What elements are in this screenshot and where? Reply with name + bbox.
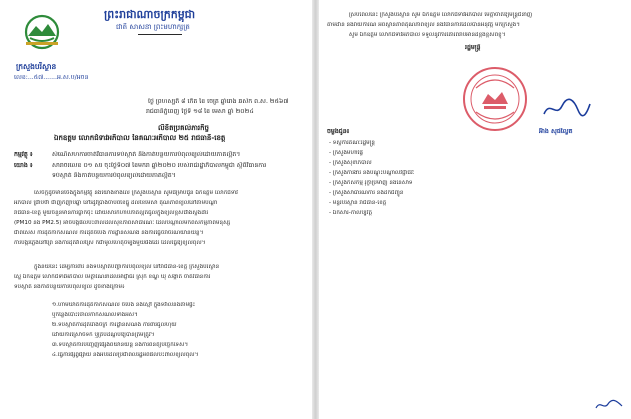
reference-text-line2: ទប់ស្កាត់ និងកាត់បន្ថយការបំពុលខ្យល់ដោយភាគល្អិត។ [52, 172, 176, 179]
intro-line: តាមដាន និងរាយការណ៍ អំពីស្ថានភាពគុណភាពខ្យល់ និងវិធានការដែលបានអនុវត្ត មកក្រសួង។ [327, 22, 520, 28]
list-item: ១.ហាមឃាត់ការដុតកាកសំណល់ ចំបើង និងស្មៅ ក្នុងទីវាលនិងតាមផ្ទះ [52, 302, 196, 308]
ministry-logo-icon [20, 14, 64, 60]
list-item: ៣.ទប់ស្កាត់ការបញ្ចេញផ្សែងពីយានយន្ត និងការពិនិត្យបច្ចេកទេស។ [52, 342, 189, 348]
body-line: សេចក្ដីដូចមានចែងក្នុងកម្មវត្ថុ និងយោងខាងលើ ក្រសួងបរិស្ថាន សូមជម្រាបជូន ឯកឧត្តម លោកជំទាវ [34, 190, 238, 196]
list-item: ៤.ធ្វើការផ្សព្វផ្សាយ និងអប់រំដល់ប្រជាពលរដ្ឋអំពីផលប៉ះពាល់ខ្យល់ពុល។ [52, 352, 199, 358]
closing-request: សូម ឯកឧត្តម លោកជំទាវអភិបាល ទទួលនូវការគោរពរាប់អានដ៏ខ្ពង់ខ្ពស់ពីខ្ញុំ។ [349, 32, 506, 38]
cc-item: - ក្រសួងកសិកម្ម រុក្ខាប្រមាញ់ និងនេសាទ [329, 180, 413, 186]
initials-icon [594, 398, 624, 412]
signer-name: អ៊ាង សុផល្លែត [539, 128, 573, 135]
reference-label: យោង ៖ [14, 162, 33, 169]
org-name: ក្រសួងបរិស្ថាន [16, 62, 57, 71]
list-item: ២.ទប់ស្កាត់ការដុតរោងចក្រ ការដ្ឋានសំណង់ ការពារធូលីហុយ [52, 322, 177, 328]
official-seal-icon [462, 66, 528, 132]
cc-item: - ក្រសួងសាធារណការ និងដឹកជញ្ជូន [329, 190, 404, 196]
left-page [0, 0, 312, 419]
addressee: ឯកឧត្តម លោកជំទាវអភិបាល នៃគណៈអភិបាល ២៥ រាជធានី-ខេត្ត [54, 134, 226, 142]
cc-item: - ទីស្ដីការគណៈរដ្ឋមន្ត្រី [329, 140, 375, 146]
signature-icon [540, 96, 592, 120]
cc-item: - ក្រសួងការងារ និងបណ្ដុះបណ្ដាលវិជ្ជាជីវៈ [329, 170, 415, 176]
body-line: រាជធានី-ខេត្ត មួយចំនួនមានការធ្លាក់ចុះ ដោយសារកំហាប់ភាគល្អិតធូលីក្នុងខ្យល់ខ្ពស់ជាងស្តង់ដារ [14, 210, 209, 216]
minister-title: រដ្ឋមន្ត្រី [465, 44, 481, 51]
intro-line: ស្របពេលនេះ ក្រសួងបរិស្ថាន សូម ឯកឧត្តម លោកជំទាវអភិបាល មេត្តាចាត់ឱ្យមន្ត្រីជំនាញ [349, 12, 533, 18]
list-item: ដោយការស្រោចទឹក ឬគ្របដណ្ដប់ឱ្យបានត្រឹមត្រូវ។ [52, 332, 155, 338]
subject-text: សំណើសហការចាត់វិធានការទប់ស្កាត់ និងកាត់បន្ថយការបំពុលខ្យល់ដោយភាគល្អិត។ [52, 151, 241, 158]
date-lunar: ថ្ងៃ ព្រហស្បតិ៍ ៨ កើត ខែ ចេត្រ ឆ្នាំរោង ឆស័ក ព.ស. ២៥៦៧ [148, 98, 289, 105]
cc-item: - ក្រសួងសុខាភិបាល [329, 160, 372, 166]
body-line: ក្នុងន័យនេះ ដើម្បីការពារ និងទប់ស្កាត់បញ្ហាការបំពុលខ្យល់ នៅរាជធានី-ខេត្ត ក្រសួងបរិស្ថាន [34, 264, 220, 270]
body-line: ជាពិសេស ការដុតកាកសំណល់ ការដុតចំបើង ការដ្ឋានសំណង់ និងការធ្វើចរាចរណ៍យានយន្ត។ [14, 230, 204, 236]
body-line: អភិបាល ជ្រាបថា ជាញឹកញាប់ឆ្នាំ នៅរដូវប្រាំងចាប់ពីខែធ្នូ ដល់ខែមេសា គុណភាពខ្យល់នៅតាមបណ្ដា [14, 200, 218, 206]
reference-text-line1: សារាចរលេខ ០១ សរ ចុះថ្ងៃទី០៧ ខែមករា ឆ្នាំ២០២០ របស់រាជរដ្ឋាភិបាលកម្ពុជា ស្ដីពីវិធានការ [52, 162, 267, 169]
body-line: ស្នើ ឯកឧត្តម លោកជំទាវអភិបាល មេត្តាណែនាំដល់អាជ្ញាធរ ស្រុក ខណ្ឌ ឃុំ សង្កាត់ ចាត់វិធានការ [14, 274, 211, 280]
cc-item: - ឯកសារ-កាលប្បវត្តិ [329, 210, 372, 216]
motto-divider [138, 34, 182, 35]
body-line: (PM10 និង PM2.5) អាចបង្កផលប៉ះពាល់ដល់សុខភាពសាធារណៈ ដែលបណ្ដាលមកពីសកម្មភាពមនុស្ស [14, 220, 231, 226]
body-line: ការបង្ករភ្លើងនៅព្រៃ និងការដុតវាលស្រែ ក៏ជាមូលហេតុចម្បងមួយផងដែរ ដែលធ្វើឱ្យខ្យល់ពុល។ [14, 240, 206, 246]
national-motto: ជាតិ សាសនា ព្រះមហាក្សត្រ [116, 23, 190, 31]
doc-type: លិខិតប្រគល់ភារកិច្ច [158, 124, 209, 132]
kingdom-title: ព្រះរាជាណាចក្រកម្ពុជា [104, 8, 196, 21]
body-line: ទប់ស្កាត់ និងកាត់បន្ថយការបំពុលខ្យល់ ដូចខាងក្រោម៖ [14, 284, 125, 290]
subject-label: កម្មវត្ថុ ៖ [14, 151, 33, 158]
cc-item: - មន្ទីរបរិស្ថាន រាជធានី-ខេត្ត [329, 200, 387, 206]
page-gutter [312, 0, 319, 419]
reference-number: លេខ:...៥៧.......អ.ស.ប/អចន [14, 74, 89, 81]
cc-item: - ក្រសួងមហាផ្ទៃ [329, 150, 363, 156]
list-item: ឬកន្លែងបោះចោលកាកសំណល់ទាំងអស់។ [52, 312, 138, 318]
date-solar: រាជធានីភ្នំពេញ ថ្ងៃទី ១៨ ខែ មេសា ឆ្នាំ ២០២៤ [146, 108, 254, 115]
cc-heading: ចម្លងជូន៖ [327, 128, 350, 135]
right-page [319, 0, 631, 419]
